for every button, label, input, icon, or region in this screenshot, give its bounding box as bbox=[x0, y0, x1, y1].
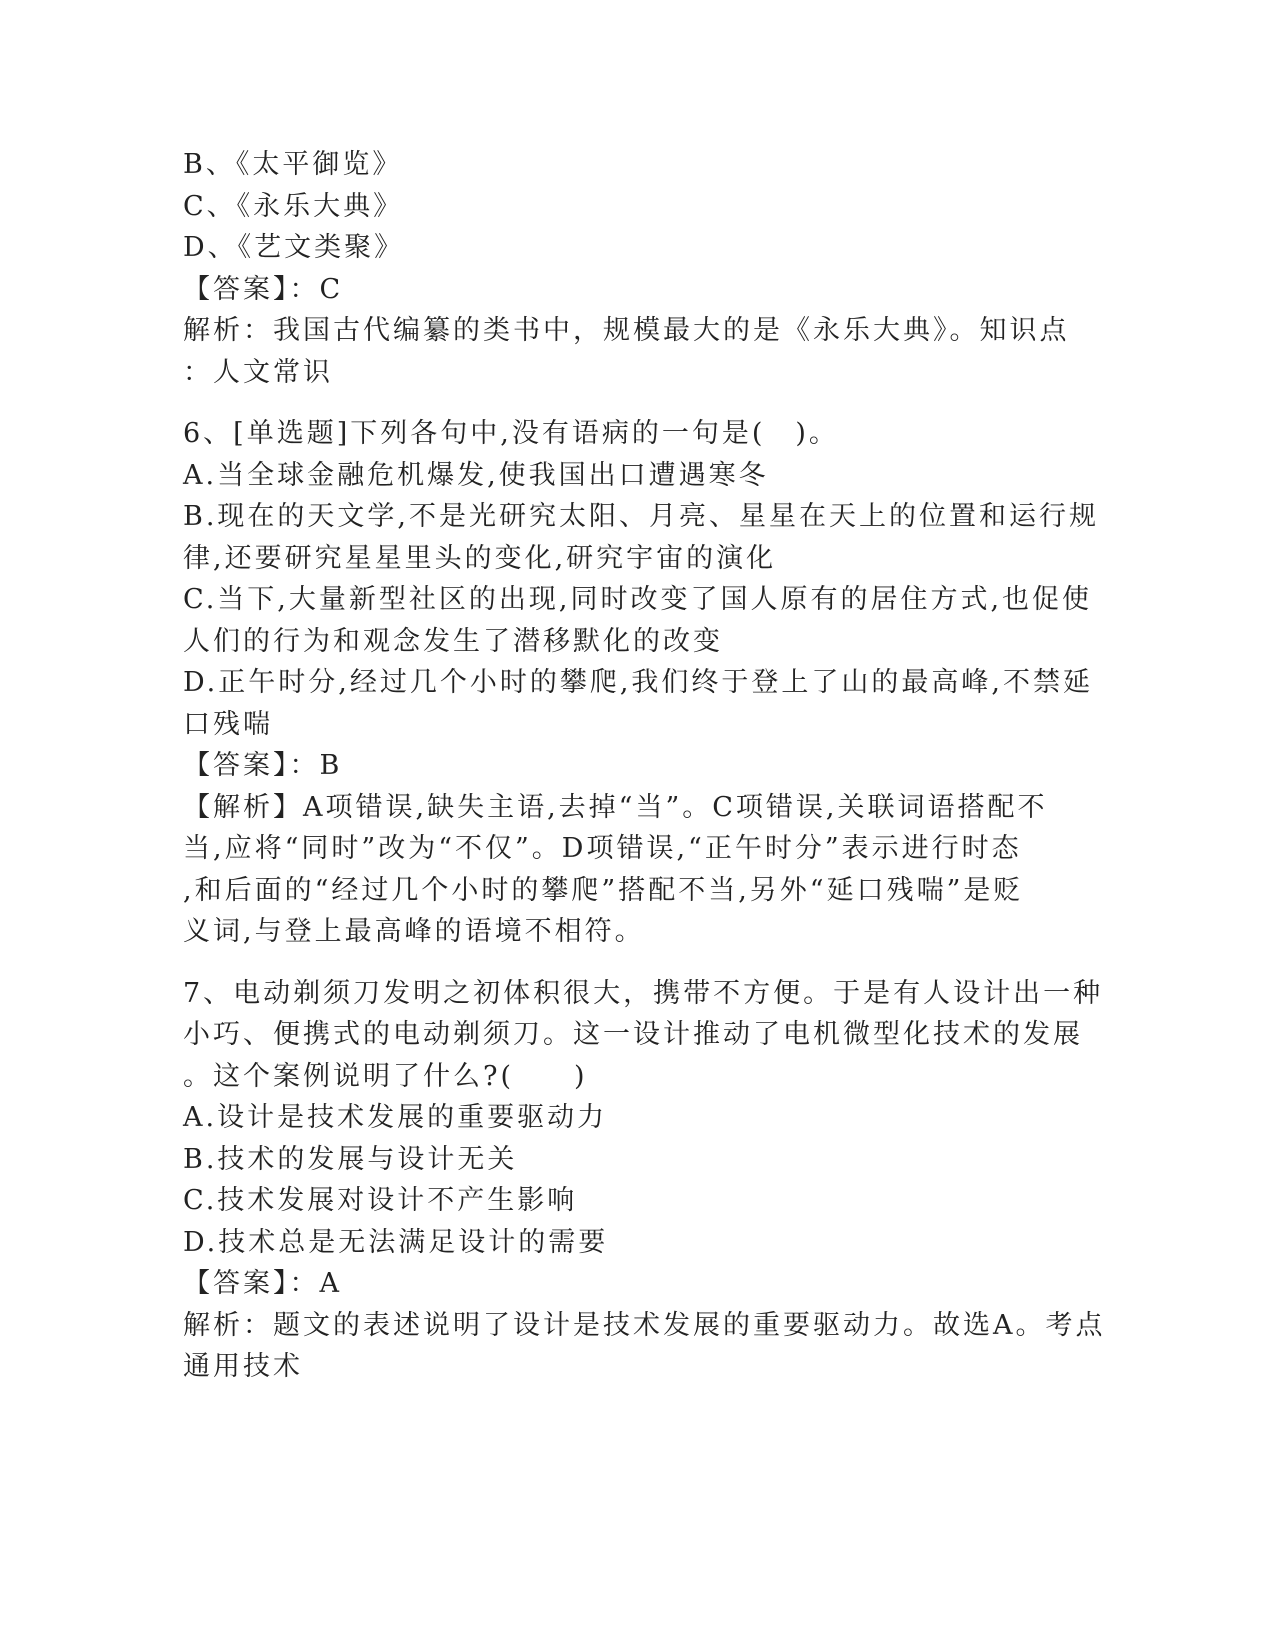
option-b: B、《太平御览》 bbox=[183, 149, 403, 180]
option-c-continued: 人们的行为和观念发生了潜移默化的改变 bbox=[183, 625, 723, 657]
option-b: B.现在的天文学,不是光研究太阳、月亮、星星在天上的位置和运行规 bbox=[183, 501, 1100, 532]
document-content bbox=[183, 144, 1106, 1388]
analysis-line: 解析：题文的表述说明了设计是技术发展的重要驱动力。故选A。考点 bbox=[183, 1309, 1106, 1341]
question-stem: 7、电动剃须刀发明之初体积很大，携带不方便。于是有人设计出一种 bbox=[183, 977, 1104, 1009]
option-c: C.当下,大量新型社区的出现,同时改变了国人原有的居住方式,也促使 bbox=[183, 584, 1093, 615]
analysis-line: 当,应将“同时”改为“不仅”。D项错误,“正午时分”表示进行时态 bbox=[183, 833, 1022, 864]
answer-line: 【答案】：C bbox=[183, 273, 344, 305]
option-a: A.设计是技术发展的重要驱动力 bbox=[183, 1102, 608, 1133]
option-d: D.技术总是无法满足设计的需要 bbox=[183, 1226, 609, 1258]
option-d: D、《艺文类聚》 bbox=[183, 232, 405, 263]
question-stem: 。这个案例说明了什么?( ) bbox=[183, 1060, 588, 1092]
question-6-block bbox=[183, 413, 1100, 953]
analysis-line: 解析：我国古代编纂的类书中，规模最大的是《永乐大典》。知识点 bbox=[183, 315, 1070, 346]
analysis-line: ,和后面的“经过几个小时的攀爬”搭配不当,另外“延口残喘”是贬 bbox=[183, 874, 1024, 906]
option-c: C.技术发展对设计不产生影响 bbox=[183, 1185, 578, 1216]
analysis-line: 【解析】A项错误,缺失主语,去掉“当”。C项错误,关联词语搭配不 bbox=[183, 791, 1048, 823]
answer-line: 【答案】：A bbox=[183, 1268, 342, 1299]
previous-question-block bbox=[183, 144, 1083, 393]
option-d-continued: 口残喘 bbox=[183, 708, 273, 740]
option-b: B.技术的发展与设计无关 bbox=[183, 1143, 518, 1175]
option-a: A.当全球金融危机爆发,使我国出口遭遇寒冬 bbox=[183, 459, 769, 491]
question-stem: 小巧、便携式的电动剃须刀。这一设计推动了电机微型化技术的发展 bbox=[183, 1019, 1083, 1050]
question-stem: 6、[单选题]下列各句中,没有语病的一句是( )。 bbox=[183, 418, 839, 449]
answer-line: 【答案】：B bbox=[183, 750, 343, 781]
option-b-continued: 律,还要研究星星里头的变化,研究宇宙的演化 bbox=[183, 542, 777, 574]
analysis-line: 通用技术 bbox=[183, 1351, 303, 1382]
option-d: D.正午时分,经过几个小时的攀爬,我们终于登上了山的最高峰,不禁延 bbox=[183, 667, 1094, 698]
analysis-line: 义词,与登上最高峰的语境不相符。 bbox=[183, 916, 645, 947]
question-7-block bbox=[183, 973, 1106, 1388]
analysis-line: ：人文常识 bbox=[183, 356, 333, 388]
option-c: C、《永乐大典》 bbox=[183, 190, 404, 222]
